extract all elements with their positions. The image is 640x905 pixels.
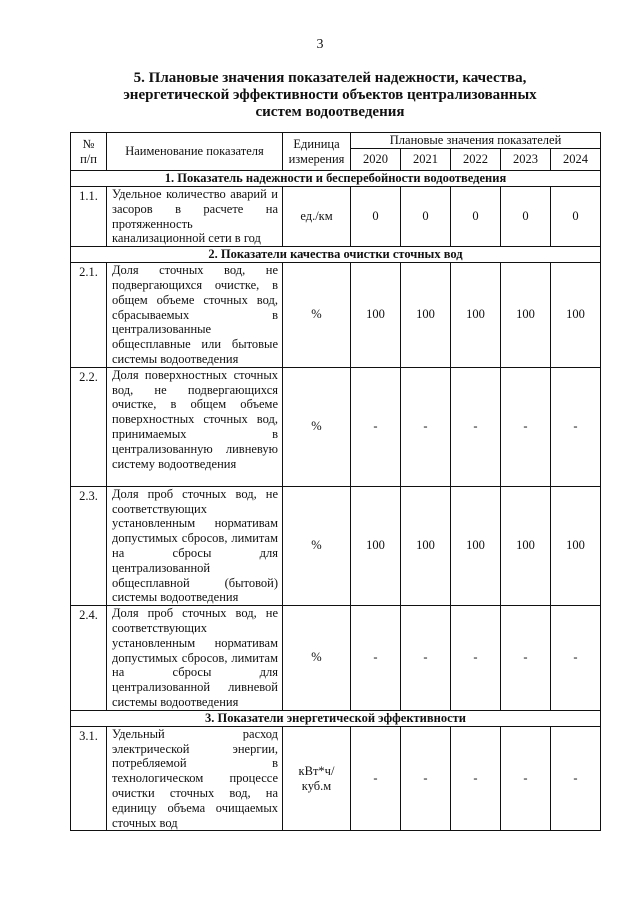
unit-cell: % bbox=[283, 367, 351, 486]
header-year: 2021 bbox=[401, 149, 451, 171]
value-cell: - bbox=[451, 606, 501, 711]
value-cell: - bbox=[451, 726, 501, 831]
heading-line-1: 5. Плановые значения показателей надежности, качества, bbox=[133, 70, 527, 86]
table-row bbox=[71, 486, 601, 605]
value-cell: 100 bbox=[551, 263, 601, 368]
row-number: 1.1. bbox=[71, 187, 107, 247]
value-cell: - bbox=[401, 606, 451, 711]
value-cell: 100 bbox=[451, 486, 501, 605]
heading-line-3: систем водоотведения bbox=[255, 104, 405, 120]
header-number: № п/п bbox=[71, 133, 107, 171]
value-cell: - bbox=[351, 606, 401, 711]
section-title: 2. Показатели качества очистки сточных вод bbox=[71, 247, 601, 263]
value-cell: 0 bbox=[401, 187, 451, 247]
value-cell: - bbox=[501, 726, 551, 831]
value-cell: - bbox=[351, 726, 401, 831]
table-row bbox=[71, 367, 601, 486]
value-cell: - bbox=[551, 726, 601, 831]
row-number: 2.4. bbox=[71, 606, 107, 711]
section-header bbox=[71, 710, 601, 726]
value-cell: - bbox=[501, 367, 551, 486]
header-year: 2024 bbox=[551, 149, 601, 171]
value-cell: - bbox=[401, 726, 451, 831]
indicator-name: Доля проб сточных вод, не соответствующих установленным нормативам допустимых сбросов, лимитам на сбросы для централизованной ливневой системы водоотведения bbox=[107, 606, 283, 711]
row-number: 2.1. bbox=[71, 263, 107, 368]
heading-line-2: энергетической эффективности объектов централизованных bbox=[123, 87, 537, 103]
indicator-name: Удельное количество аварий и засоров в расчете на протяженность канализационной сети в год bbox=[107, 187, 283, 247]
unit-cell: кВт*ч/ куб.м bbox=[283, 726, 351, 831]
header-name: Наименование показателя bbox=[107, 133, 283, 171]
indicator-name: Доля сточных вод, не подвергающихся очистке, в общем объеме сточных вод, сбрасываемых в централизованные общесплавные или бытовые системы водоотведения bbox=[107, 263, 283, 368]
indicator-name: Доля проб сточных вод, не соответствующих установленным нормативам допустимых сбросов, лимитам на сбросы для централизованной общесплавной (бытовой) системы водоотведения bbox=[107, 486, 283, 605]
unit-cell: % bbox=[283, 486, 351, 605]
section-header bbox=[71, 247, 601, 263]
document-heading bbox=[70, 70, 590, 121]
value-cell: 0 bbox=[451, 187, 501, 247]
indicator-name: Доля поверхностных сточных вод, не подвергающихся очистке, в общем объеме поверхностных сточных вод, принимаемых в централизованную ливневую систему водоотведения bbox=[107, 367, 283, 486]
value-cell: 0 bbox=[551, 187, 601, 247]
page-number: 3 bbox=[316, 37, 324, 52]
value-cell: 100 bbox=[351, 486, 401, 605]
value-cell: 0 bbox=[501, 187, 551, 247]
value-cell: 100 bbox=[451, 263, 501, 368]
value-cell: 100 bbox=[551, 486, 601, 605]
header-year: 2023 bbox=[501, 149, 551, 171]
header-unit: Единица измерения bbox=[283, 133, 351, 171]
header-year: 2022 bbox=[451, 149, 501, 171]
row-number: 3.1. bbox=[71, 726, 107, 831]
value-cell: - bbox=[501, 606, 551, 711]
value-cell: - bbox=[451, 367, 501, 486]
table-row bbox=[71, 606, 601, 711]
unit-cell: % bbox=[283, 606, 351, 711]
value-cell: 100 bbox=[501, 263, 551, 368]
value-cell: 100 bbox=[401, 486, 451, 605]
section-title: 3. Показатели энергетической эффективности bbox=[71, 710, 601, 726]
value-cell: - bbox=[351, 367, 401, 486]
table-row bbox=[71, 726, 601, 831]
row-number: 2.2. bbox=[71, 367, 107, 486]
row-number: 2.3. bbox=[71, 486, 107, 605]
header-year: 2020 bbox=[351, 149, 401, 171]
value-cell: 100 bbox=[401, 263, 451, 368]
unit-cell: % bbox=[283, 263, 351, 368]
section-header bbox=[71, 171, 601, 187]
value-cell: - bbox=[401, 367, 451, 486]
table-row bbox=[71, 187, 601, 247]
value-cell: 100 bbox=[351, 263, 401, 368]
indicator-name: Удельный расход электрической энергии, потребляемой в технологическом процессе очистки сточных вод, на единицу объема очищаемых сточных вод bbox=[107, 726, 283, 831]
indicators-table bbox=[70, 132, 601, 831]
table-row bbox=[71, 263, 601, 368]
header-planned-values: Плановые значения показателей bbox=[351, 133, 601, 149]
value-cell: 0 bbox=[351, 187, 401, 247]
unit-cell: ед./км bbox=[283, 187, 351, 247]
value-cell: - bbox=[551, 367, 601, 486]
value-cell: - bbox=[551, 606, 601, 711]
value-cell: 100 bbox=[501, 486, 551, 605]
section-title: 1. Показатель надежности и бесперебойности водоотведения bbox=[71, 171, 601, 187]
